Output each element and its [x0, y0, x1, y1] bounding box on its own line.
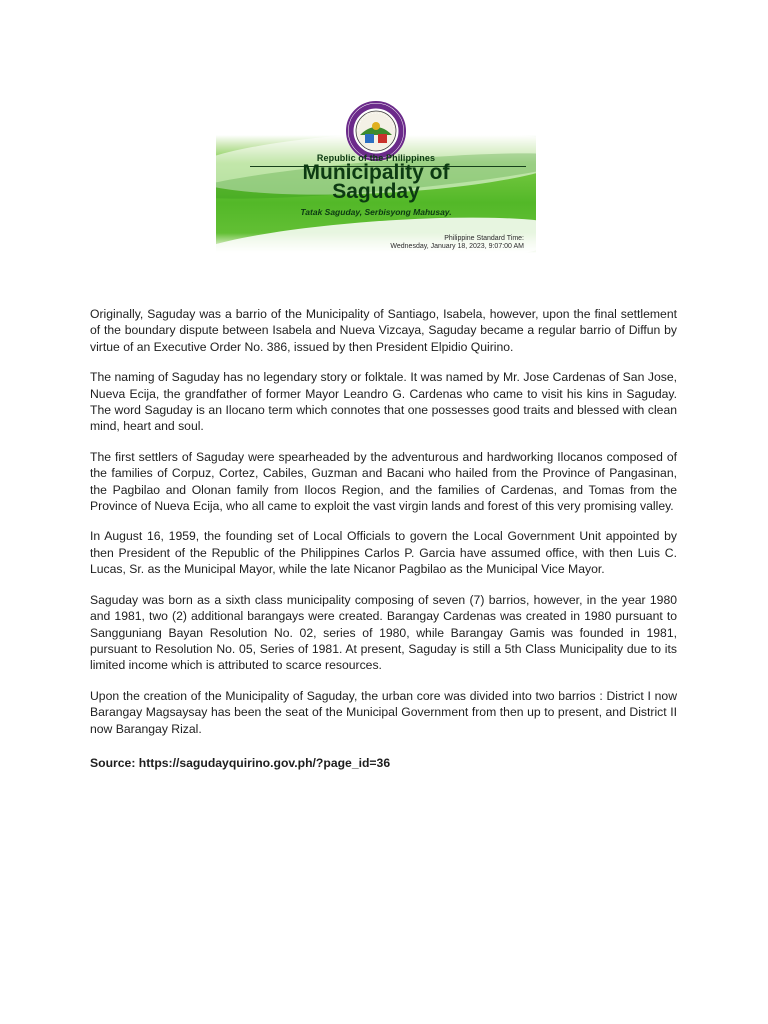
standard-time-label: Philippine Standard Time: — [444, 235, 524, 242]
source-citation: Source: https://sagudayquirino.gov.ph/?page_id=36 — [90, 755, 391, 770]
banner-title — [216, 163, 536, 201]
standard-time-block — [390, 235, 524, 251]
paragraph-naming: The naming of Saguday has no legendary story or folktale. It was named by Mr. Jose Cardenas of San Jose, Nueva Ecija, the grandfather of former Mayor Leandro G. Cardenas who came to visit his kins in Saguday. The word Saguday is an Ilocano term which connotes that one possesses good traits and blessed with clean mind, heart and soul. — [90, 370, 677, 434]
paragraph-settlers: The first settlers of Saguday were spearheaded by the adventurous and hardworking Ilocanos composed of the families of Corpuz, Cortez, Cabiles, Guzman and Bacani who hailed from the Province of Pangasinan, the Pagbilao and Olonan family from Ilocos Region, and the families of Cardenas, and Tomas from the Province of Nueva Ecija, who all came to exploit the vast virgin lands and forest of this very promising valley. — [90, 449, 677, 514]
banner-republic-label: Republic of the Philippines — [316, 153, 436, 163]
banner-title-line1: Municipality of — [302, 161, 450, 184]
paragraph-origin: Originally, Saguday was a barrio of the Municipality of Santiago, Isabela, however, upon the final settlement of the boundary dispute between Isabela and Nueva Vizcaya, Saguday became a regular barrio of Diffun by virtue of an Executive Order No. 386, issued by then President Elpidio Quirino. — [90, 307, 677, 354]
banner-tagline: Tatak Saguday, Serbisyong Mahusay. — [300, 207, 452, 217]
standard-time-value: Wednesday, January 18, 2023, 9:07:00 AM — [390, 243, 524, 250]
banner-title-line2: Saguday — [332, 180, 420, 203]
paragraph-urban-core: Upon the creation of the Municipality of Saguday, the urban core was divided into two barrios : District I now Barangay Magsaysay has been the seat of the Municipal Government from then up to present, and District II now Barangay Rizal. — [90, 688, 677, 736]
history-content — [90, 306, 677, 785]
municipality-banner — [216, 93, 536, 259]
municipal-seal-icon — [346, 101, 406, 161]
paragraph-officials: In August 16, 1959, the founding set of Local Officials to govern the Local Government Unit appointed by then President of the Republic of the Philippines Carlos P. Garcia have assumed office, with then Luis C. Lucas, Sr. as the Municipal Mayor, while the late Nicanor Pagbilao as the Municipal Vice Mayor. — [90, 529, 677, 577]
paragraph-classification: Saguday was born as a sixth class municipality composing of seven (7) barrios, however, in the year 1980 and 1981, two (2) additional barangays were created. Barangay Cardenas was created in 1980 pursuant to Sangguniang Bayan Resolution No. 02, series of 1980, while Barangay Gamis was founded in 1981, pursuant to Resolution No. 05, Series of 1981. At present, Saguday is still a 5th Class Municipality due to its limited income which is attributed to scarce resources. — [90, 592, 677, 673]
